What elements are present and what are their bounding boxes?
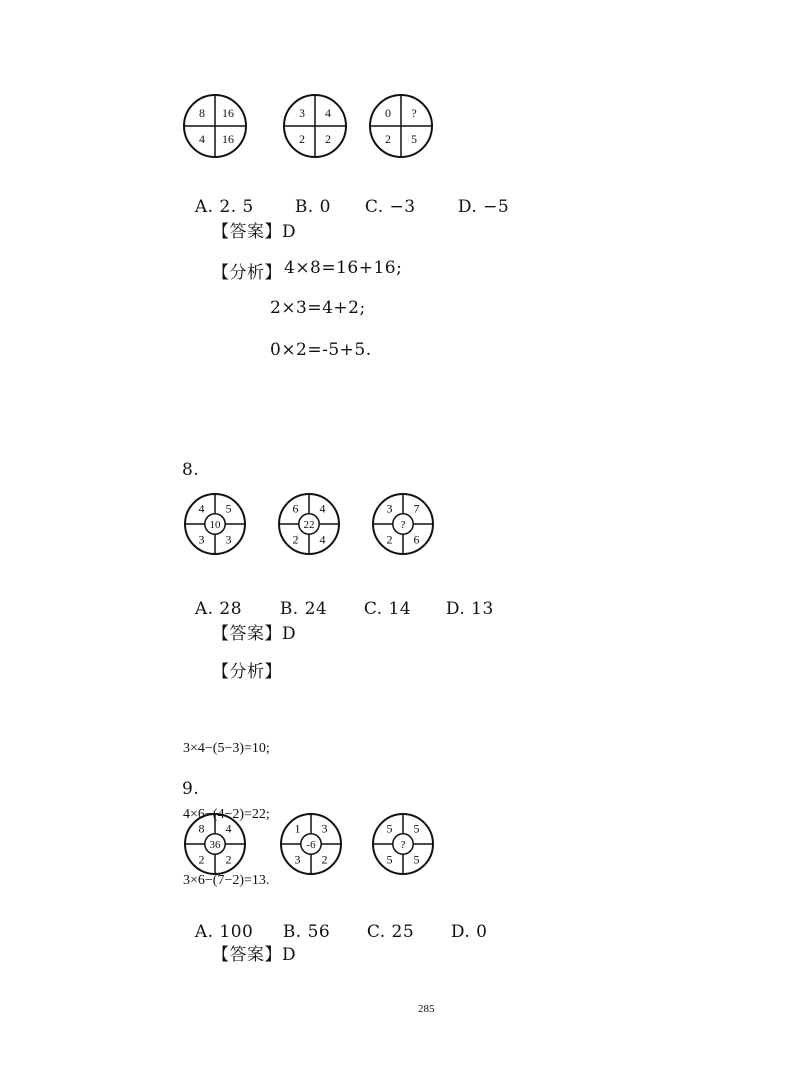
q7-option-d: D. −5 — [457, 197, 510, 217]
q8-option-a: A. 28 — [194, 599, 243, 619]
quadrant-number-br: 3 — [225, 532, 232, 547]
quadrant-number-tl: 5 — [386, 821, 393, 836]
q8-analysis-label: 【分析】 — [212, 662, 282, 682]
center-number: 22 — [303, 519, 315, 531]
q7-option-b: B. 0 — [294, 197, 331, 217]
center-number: ? — [400, 519, 406, 531]
q8-option-d: D. 13 — [445, 599, 494, 619]
quadrant-number-br: 6 — [413, 532, 420, 547]
q7-analysis-line-2: 2×3=4+2; — [270, 298, 366, 318]
q7-answer: 【答案】D — [212, 222, 297, 242]
quadrant-number-tr: 16 — [222, 105, 235, 120]
q9-answer: 【答案】D — [212, 945, 297, 965]
center-number: ? — [400, 839, 406, 851]
quadrant-number-tl: 0 — [384, 105, 391, 120]
q7-options — [183, 177, 509, 217]
q9-option-c: C. 25 — [366, 922, 415, 942]
q9-figure-1 — [180, 812, 250, 876]
quadrant-number-tl: 4 — [198, 501, 205, 516]
q8-options — [183, 579, 494, 619]
quadrant-number-br: 4 — [319, 532, 326, 547]
quadrant-number-bl: 3 — [294, 852, 301, 867]
quadrant-number-tr: 3 — [321, 821, 328, 836]
q8-figure-1 — [180, 492, 250, 556]
q9-option-d: D. 0 — [450, 922, 488, 942]
q8-analysis-line-3: 3×6−(7−2)=13. — [183, 873, 270, 888]
quadrant-number-tr: 5 — [225, 501, 232, 516]
quadrant-number-bl: 2 — [384, 132, 391, 147]
quadrant-number-br: 2 — [325, 132, 332, 147]
quadrant-number-tl: 6 — [292, 501, 299, 516]
quadrant-number-tl: 8 — [198, 821, 205, 836]
q8-analysis-lines — [183, 694, 270, 914]
quadrant-number-bl: 2 — [292, 532, 299, 547]
q9-option-b: B. 56 — [282, 922, 331, 942]
q7-option-c: C. −3 — [364, 197, 416, 217]
center-number: 10 — [209, 519, 221, 531]
page-number: 285 — [418, 1003, 435, 1015]
center-number: 36 — [209, 839, 221, 851]
q8-analysis-line-2: 4×6−(4−2)=22; — [183, 807, 270, 822]
quadrant-number-bl: 5 — [386, 852, 393, 867]
quadrant-number-tr: 4 — [319, 501, 326, 516]
q8-figure-2 — [274, 492, 344, 556]
q9-figure-3 — [368, 812, 438, 876]
center-number: -6 — [306, 839, 316, 851]
quadrant-number-bl: 2 — [298, 132, 305, 147]
q9-option-a: A. 100 — [194, 922, 254, 942]
quadrant-number-br: 16 — [222, 132, 235, 147]
q7-figure-1 — [180, 93, 250, 159]
quadrant-number-tr: 7 — [413, 501, 420, 516]
quadrant-number-br: 2 — [321, 852, 328, 867]
quadrant-number-br: 5 — [411, 132, 418, 147]
q7-figure-3 — [366, 93, 436, 159]
quadrant-number-bl: 4 — [198, 132, 205, 147]
quadrant-number-tr: 5 — [413, 821, 420, 836]
quadrant-number-br: 2 — [225, 852, 232, 867]
q8-option-c: C. 14 — [363, 599, 412, 619]
q9-number: 9. — [182, 779, 200, 799]
q7-analysis-line-1: 4×8=16+16; — [284, 258, 403, 278]
quadrant-number-bl: 2 — [386, 532, 393, 547]
quadrant-number-tr: ? — [411, 105, 417, 120]
q8-analysis-line-1: 3×4−(5−3)=10; — [183, 741, 270, 756]
quadrant-number-bl: 3 — [198, 532, 205, 547]
q7-analysis-label: 【分析】 — [212, 263, 282, 283]
quadrant-number-tr: 4 — [225, 821, 232, 836]
quadrant-number-tl: 8 — [198, 105, 205, 120]
q8-option-b: B. 24 — [279, 599, 328, 619]
q7-option-a: A. 2. 5 — [194, 197, 254, 217]
q7-analysis-line-3: 0×2=-5+5. — [270, 340, 372, 360]
q8-answer: 【答案】D — [212, 624, 297, 644]
q8-number: 8. — [182, 460, 200, 480]
quadrant-number-tl: 3 — [298, 105, 305, 120]
quadrant-number-br: 5 — [413, 852, 420, 867]
quadrant-number-tl: 3 — [386, 501, 393, 516]
q9-options — [183, 902, 487, 942]
quadrant-number-tr: 4 — [325, 105, 332, 120]
q8-figure-3 — [368, 492, 438, 556]
quadrant-number-tl: 1 — [294, 821, 301, 836]
q9-figure-2 — [276, 812, 346, 876]
q7-figure-2 — [280, 93, 350, 159]
quadrant-number-bl: 2 — [198, 852, 205, 867]
